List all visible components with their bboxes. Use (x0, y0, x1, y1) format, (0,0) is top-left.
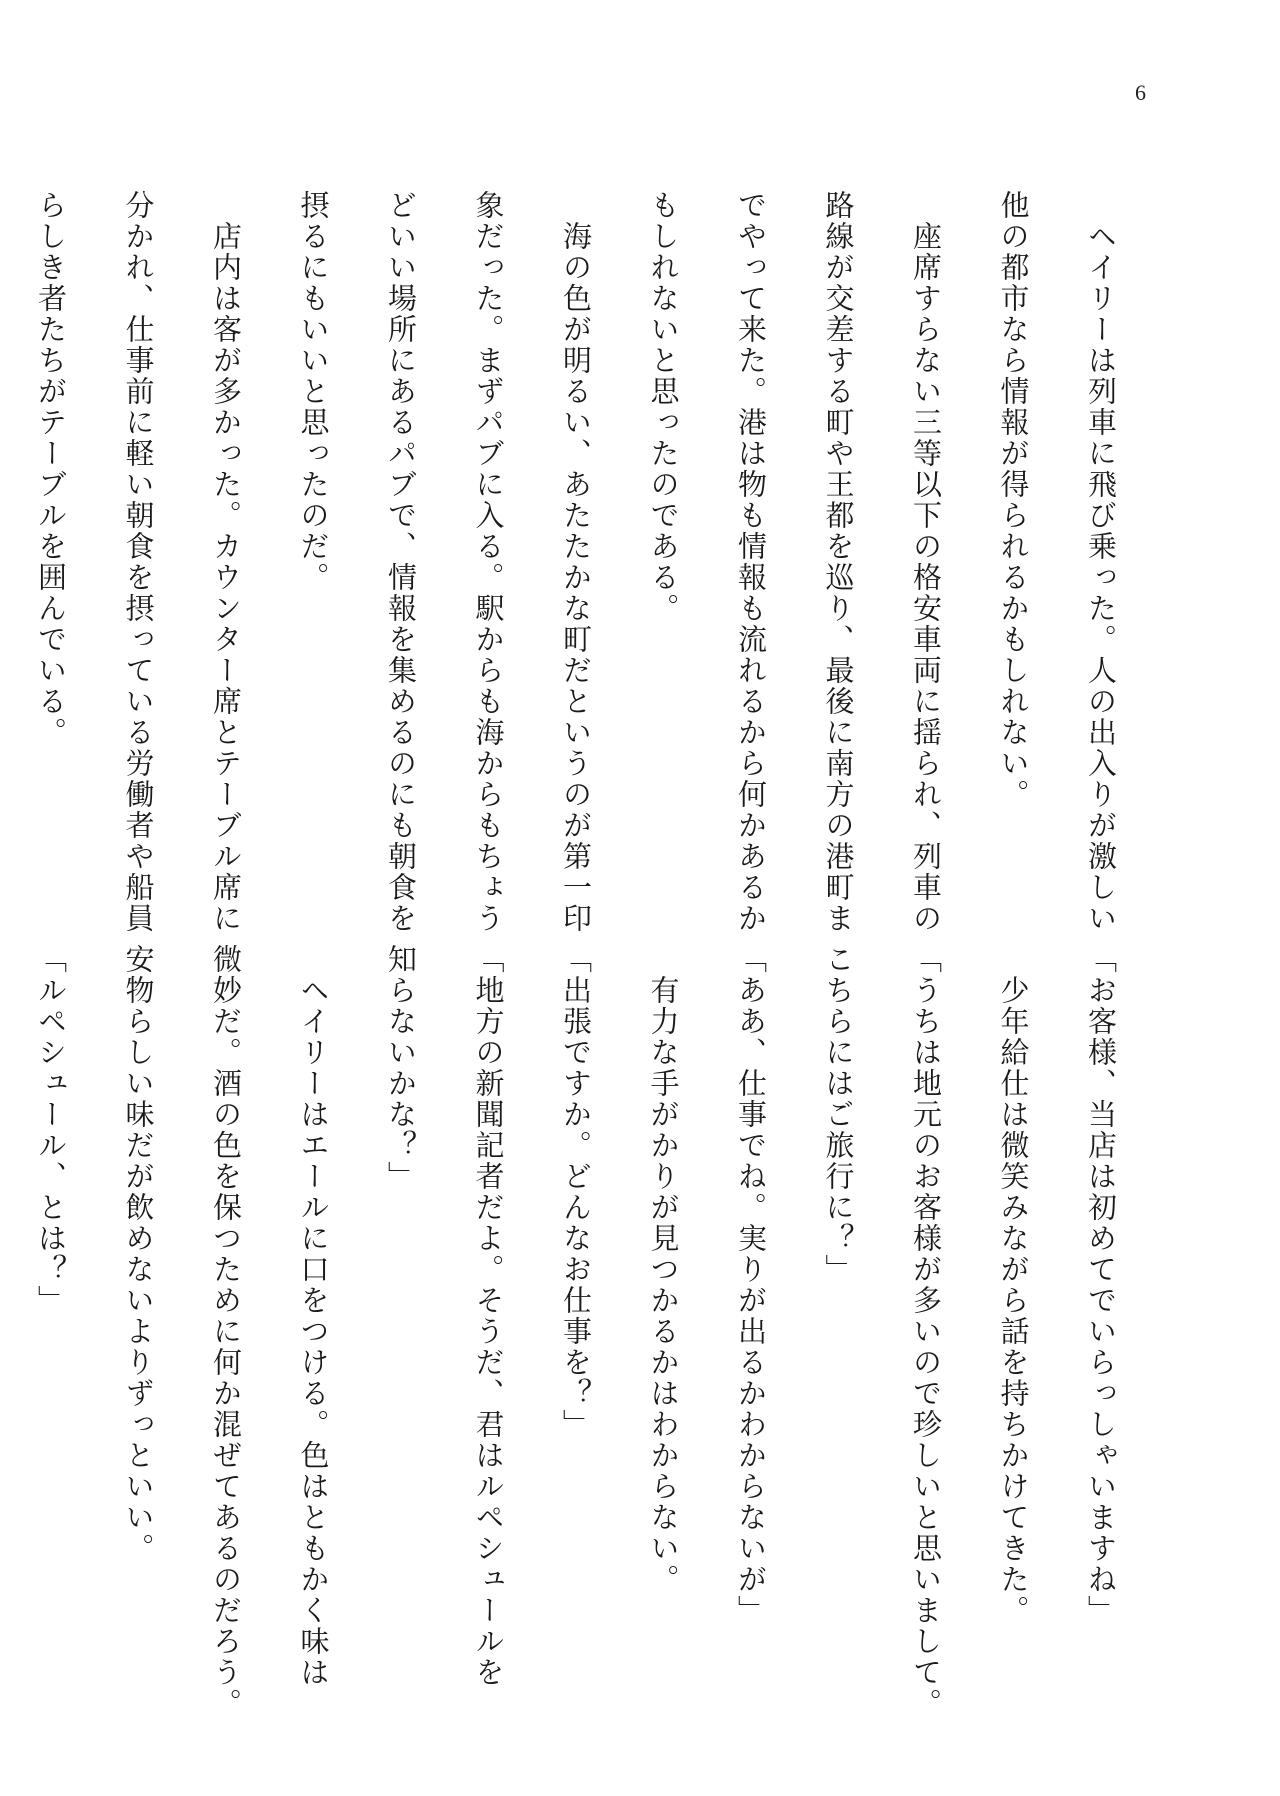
text-line: 摂るにもいいと思ったのだ。 (296, 190, 331, 593)
text-line: 「ルペシュール、とは？」 (34, 944, 68, 1316)
text-line (0, 190, 7, 850)
text-line: 微妙だ。酒の色を保つために何か混ぜてあるのだろう。 (209, 944, 243, 1719)
text-line: 安物らしい味だが飲めないよりずっといい。 (121, 944, 156, 1564)
text-line: もしれないと思ったのである。 (646, 190, 681, 624)
text-line: 「お客様、当店は初めてでいらっしゃいますね」 (1084, 944, 1118, 1626)
page-number: 6 (1135, 80, 1146, 105)
text-line: ヘイリーはエールに口をつける。色はともかく味は (296, 944, 331, 1688)
text-line: 分かれ、仕事前に軽い朝食を摂っている労働者や船員 (121, 190, 156, 934)
text-line: 路線が交差する町や王都を巡り、最後に南方の港町ま (821, 190, 856, 934)
text-line: 他の都市なら情報が得られるかもしれない。 (996, 190, 1031, 810)
text-line: 有力な手がかりが見つかるかはわからない。 (646, 944, 681, 1595)
text-block-top (34, 190, 1144, 934)
text-line: どいい場所にあるパブで、情報を集めるのにも朝食を (384, 190, 418, 934)
text-line: 少年給仕は微笑みながら話を持ちかけてきた。 (996, 944, 1031, 1626)
text-line: 知らないかな？」 (384, 944, 418, 1192)
text-line: 海の色が明るい、あたたかな町だというのが第一印 (559, 190, 593, 934)
text-line: 店内は客が多かった。カウンター席とテーブル席に (209, 190, 243, 934)
text-line: 「うちは地元のお客様が多いので珍しいと思いまして。 (909, 944, 943, 1719)
text-line: 象だった。まずパブに入る。駅からも海からもちょう (471, 190, 506, 934)
text-line: ヘイリーは列車に飛び乗った。人の出入りが激しい (1084, 190, 1118, 934)
text-line: 座席すらない三等以下の格安車両に揺られ、列車の (909, 190, 943, 934)
text-line (0, 944, 7, 1504)
text-line: 「地方の新聞記者だよ。そうだ、君はルペシュールを (471, 944, 506, 1688)
text-line: でやって来た。港は物も情報も流れるから何かあるか (734, 190, 768, 934)
text-line: こちらにはご旅行に？」 (821, 944, 856, 1285)
text-block-bottom (34, 944, 1144, 1719)
text-line: 「ああ、仕事でね。実りが出るかわからないが」 (734, 944, 768, 1626)
text-line: らしき者たちがテーブルを囲んでいる。 (34, 190, 68, 748)
text-line: 「出張ですか。どんなお仕事を？」 (559, 944, 593, 1440)
